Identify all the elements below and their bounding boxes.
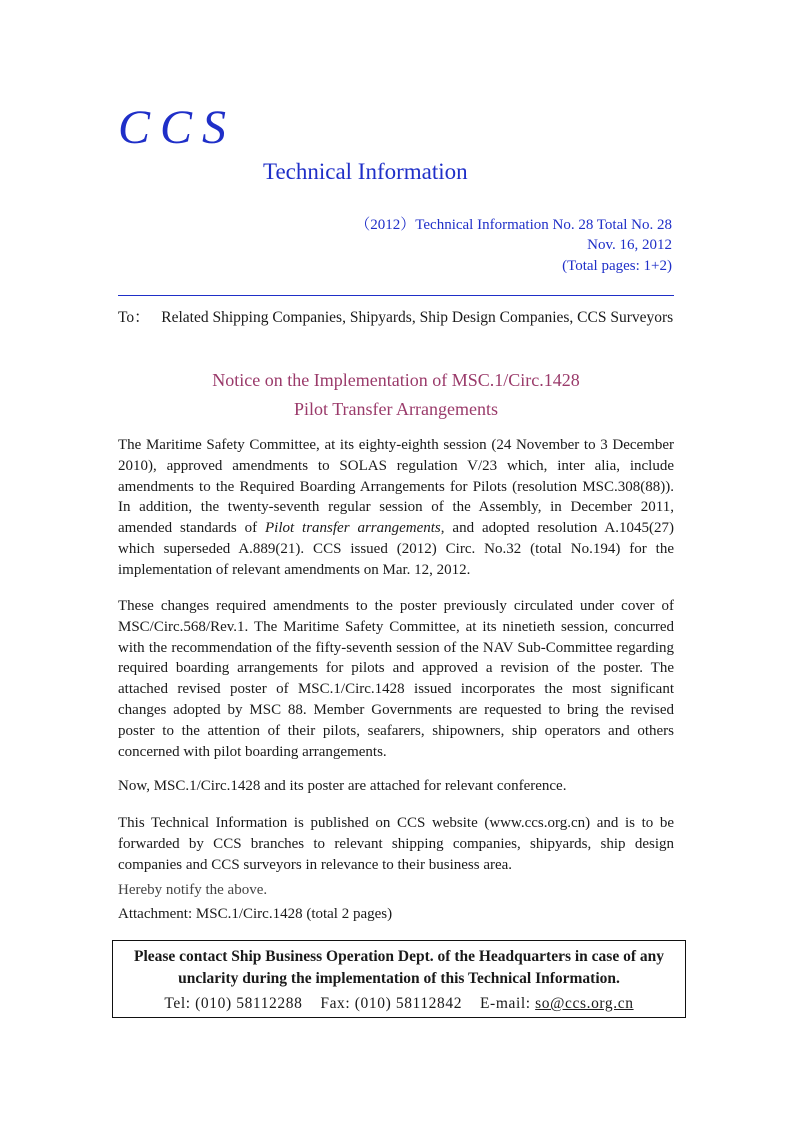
issue-date: Nov. 16, 2012: [587, 237, 672, 253]
paragraph-2: These changes required amendments to the poster previously circulated under cover of MSC/Circ.568/Rev.1. The Maritime Safety Committee, at its ninetieth session, concurred with the recommendation of the fifty-seventh session of the NAV Sub-Committee regarding required boarding arrangements for pilots and approved a revision of the poster. The attached revised poster of MSC.1/Circ.1428 issued incorporates the most significant changes adopted by MSC 88. Member Governments are requested to bring the revised poster to the attention of their pilots, seafarers, shipowners, ship operators and others concerned with pilot boarding arrangements.: [118, 598, 674, 760]
attachment-line: Attachment: MSC.1/Circ.1428 (total 2 pages): [118, 906, 393, 922]
notice-subtitle: Pilot Transfer Arrangements: [294, 399, 498, 419]
reference-number: （2012）Technical Information No. 28 Total No. 28: [355, 217, 672, 233]
paragraph-1-end: , and adopted resolution A.1045(27) which superseded A.889(21). CCS issued (2012) Circ. No.32 (total No.194) for the implementation of relevant amendments on Mar. 12, 2012.: [118, 520, 674, 578]
paragraph-1-start: The Maritime Safety Committee, at its eighty-eighth session (24 November to 3 December 2010), approved amendments to SOLAS regulation V/23 which, inter alia, include amendments to the Required Boarding Arrangements for Pilots (resolution MSC.308(88)). In addition, the twenty-seventh regular session of the Assembly, in December 2011, amended standards of: [118, 437, 674, 537]
email-link[interactable]: so@ccs.org.cn: [535, 995, 634, 1012]
total-pages: (Total pages: 1+2): [562, 258, 672, 274]
recipients: [118, 302, 678, 333]
contact-line-1: Please contact Ship Business Operation Dept. of the Headquarters in case of any: [133, 948, 664, 965]
paragraph-1: [118, 435, 674, 581]
hereby-note: Hereby notify the above.: [118, 882, 268, 898]
header-divider: [118, 295, 674, 296]
notice-title: Notice on the Implementation of MSC.1/Circ.1428: [212, 370, 580, 390]
telephone: Tel: (010) 58112288: [164, 995, 303, 1012]
paragraph-1-italic: Pilot transfer arrangements: [264, 520, 441, 537]
ccs-logo: CCS: [118, 101, 237, 154]
recipients-list: Related Shipping Companies, Shipyards, Ship Design Companies, CCS Surveyors: [161, 309, 674, 326]
contact-box: [112, 940, 686, 1018]
contact-details: [113, 992, 685, 1016]
paragraph-4: This Technical Information is published on CCS website (www.ccs.org.cn) and is to be forwarded by CCS branches to relevant shipping companies, shipyards, ship design companies and CCS surveyors in relevance to their business area.: [118, 815, 674, 873]
email-label: E-mail:: [479, 995, 531, 1012]
paragraph-3: Now, MSC.1/Circ.1428 and its poster are attached for relevant conference.: [118, 778, 567, 794]
fax: Fax: (010) 58112842: [320, 995, 463, 1012]
document-subtitle: Technical Information: [263, 159, 468, 184]
contact-line-2: unclarity during the implementation of this Technical Information.: [178, 970, 620, 987]
to-prefix: To：: [118, 309, 150, 326]
